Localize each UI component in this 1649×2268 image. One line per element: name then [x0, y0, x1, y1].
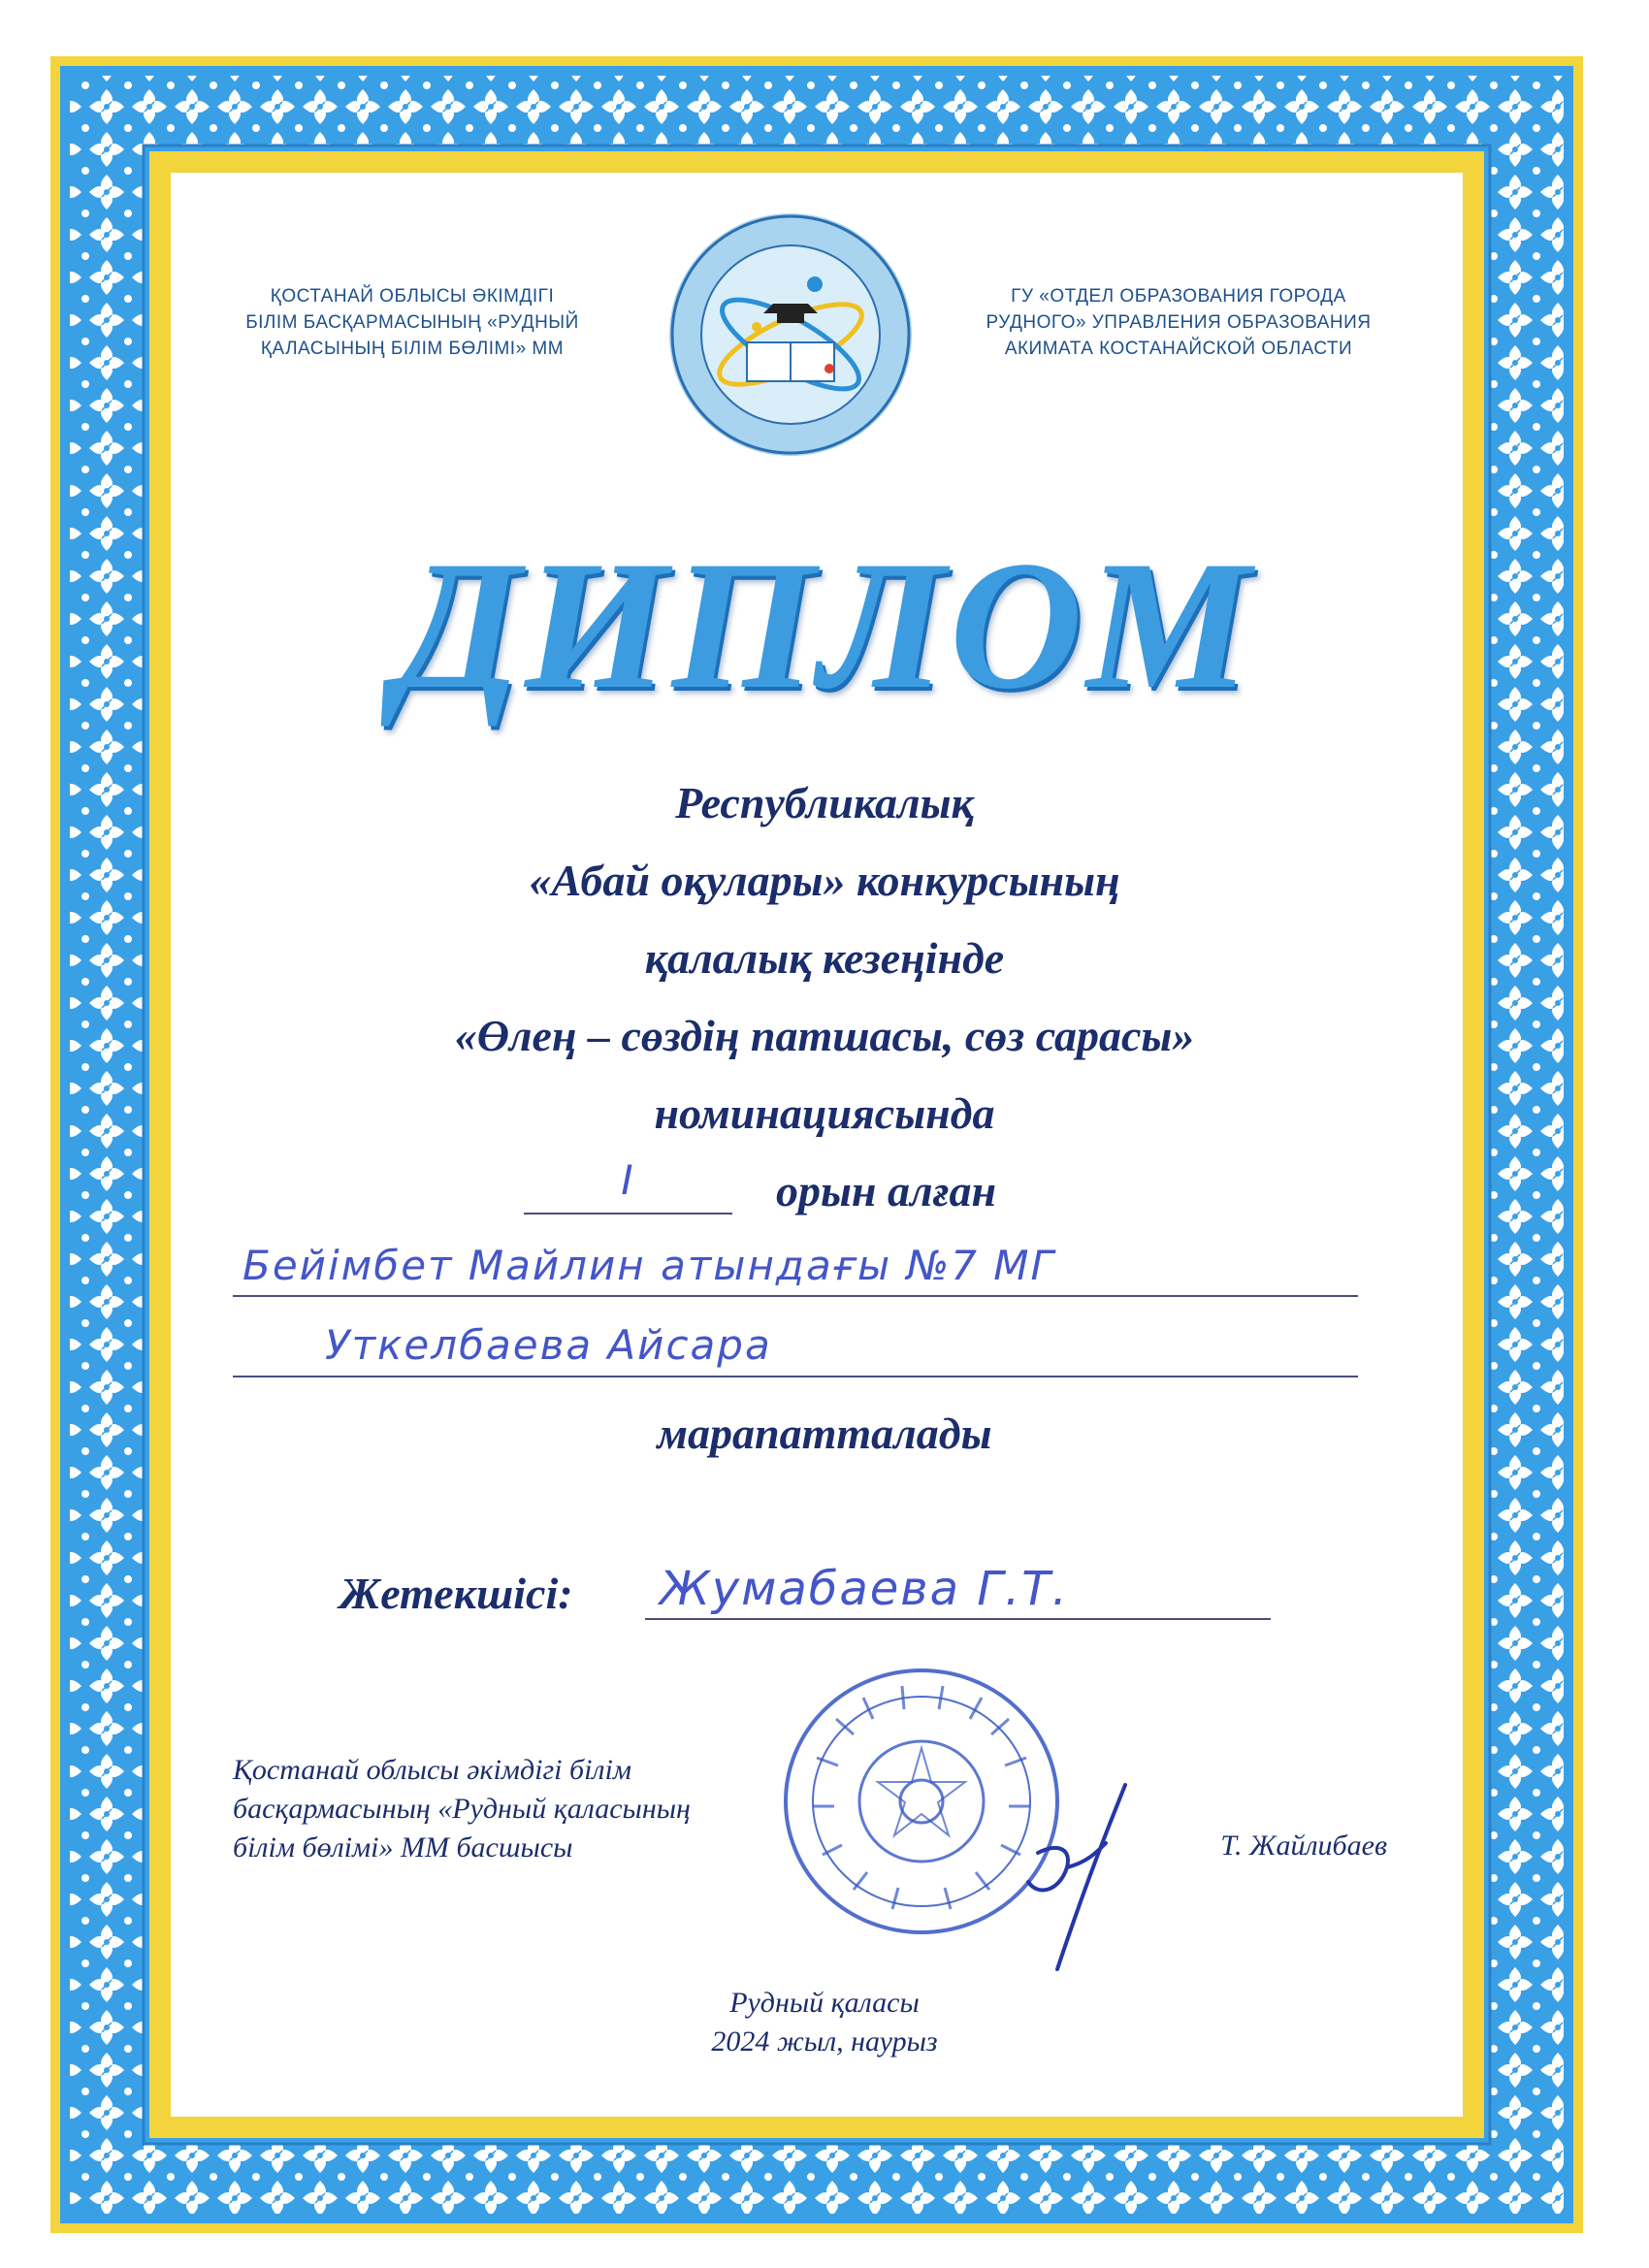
header-right-org	[955, 283, 1402, 362]
header-right-org-line: ГУ «ОТДЕЛ ОБРАЗОВАНИЯ ГОРОДА	[1011, 286, 1346, 307]
school-name: Бейімбет Майлин атындағы №7 МГ	[242, 1242, 1055, 1289]
body-line-2: «Абай оқулары» конкурсының	[529, 856, 1120, 905]
body-line-1: Республикалық	[675, 778, 974, 827]
header-right-org-line: РУДНОГО» УПРАВЛЕНИЯ ОБРАЗОВАНИЯ	[986, 312, 1372, 333]
signer-title	[233, 1751, 854, 1867]
place-underline	[524, 1213, 732, 1215]
signer-name: Т. Жайлибаев	[1220, 1830, 1387, 1862]
city: Рудный қаласы	[729, 1987, 920, 2019]
student-underline	[233, 1376, 1358, 1377]
body-line-5: номинациясында	[654, 1088, 995, 1138]
place-value: I	[621, 1156, 635, 1204]
signer-title-line: Қостанай облысы әкімдігі білім	[233, 1754, 631, 1786]
supervisor-underline	[645, 1618, 1271, 1620]
place-label: орын алған	[776, 1166, 997, 1215]
header-left-org-line: ҚОСТАНАЙ ОБЛЫСЫ ӘКІМДІГІ	[270, 286, 555, 307]
diploma-title: ДИПЛОМ	[395, 524, 1254, 728]
supervisor-name: Жумабаева Г.Т.	[660, 1562, 1069, 1616]
signer-title-line: басқармасының «Рудный қаласының	[233, 1793, 691, 1825]
date: 2024 жыл, наурыз	[711, 2025, 938, 2057]
header-right-org-line: АКИМАТА КОСТАНАЙСКОЙ ОБЛАСТИ	[1004, 339, 1353, 359]
handwritten-signature	[999, 1775, 1145, 1979]
body-line-3: қалалық кезеңінде	[644, 933, 1005, 983]
header-left-org-line: ҚАЛАСЫНЫҢ БІЛІМ БӨЛІМІ» ММ	[260, 339, 565, 359]
student-name: Уткелбаева Айсара	[325, 1321, 772, 1369]
body-line-4: «Өлең – сөздің патшасы, сөз сарасы»	[454, 1011, 1195, 1060]
education-emblem-logo	[664, 209, 917, 461]
header-left-org	[209, 283, 616, 362]
supervisor-label: Жетекшісі:	[340, 1569, 573, 1618]
school-underline	[233, 1295, 1358, 1297]
city-date	[534, 1984, 1116, 2061]
signer-title-line: білім бөлімі» ММ басшысы	[233, 1831, 573, 1863]
awarded-text: марапатталады	[657, 1409, 992, 1458]
header-left-org-line: БІЛІМ БАСҚАРМАСЫНЫҢ «РУДНЫЙ	[245, 312, 579, 333]
